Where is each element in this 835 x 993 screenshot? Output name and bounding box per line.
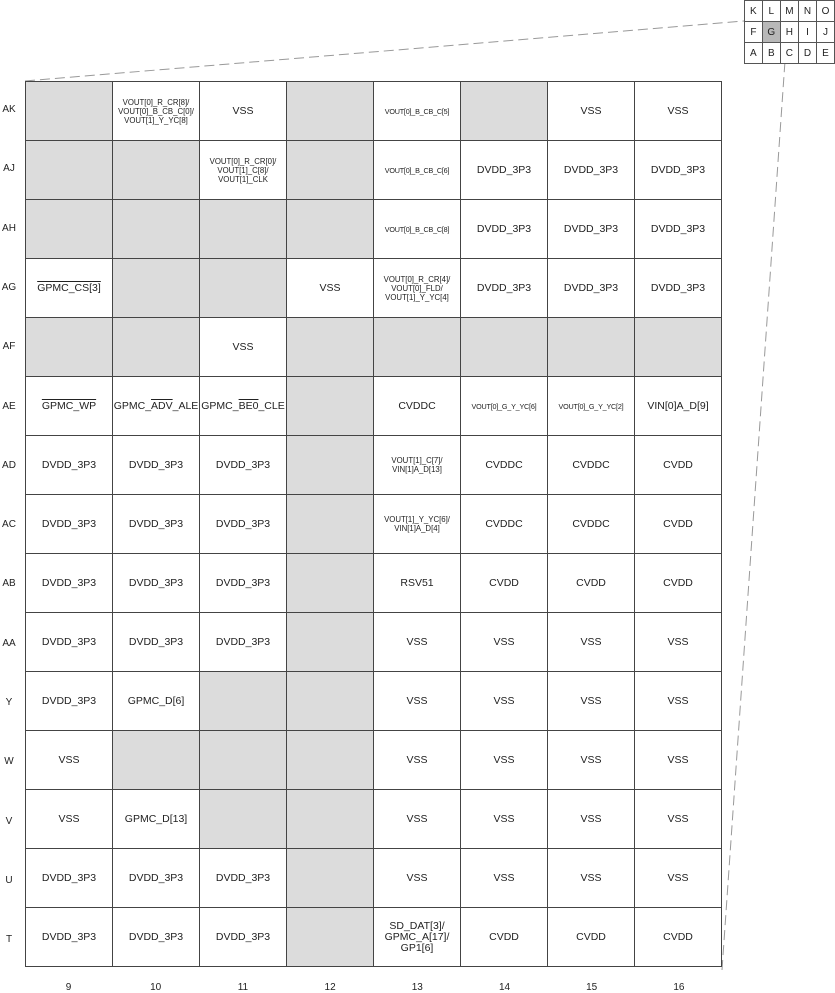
row-label: AC: [2, 519, 16, 531]
pin-cell-ac-10: DVDD_3P3: [113, 495, 200, 554]
pin-cell-ad-15: CVDDC: [548, 436, 635, 495]
pin-cell-ah-15: DVDD_3P3: [548, 200, 635, 259]
pin-cell-w-9: VSS: [26, 731, 113, 790]
row-label: T: [5, 934, 13, 946]
pin-cell-aj-11: VOUT[0]_R_CR[0]/ VOUT[1]_C[8]/ VOUT[1]_CLK: [200, 141, 287, 200]
column-label: 13: [411, 982, 423, 993]
key-map-cell: L: [762, 1, 780, 22]
pin-cell-ae-16: VIN[0]A_D[9]: [635, 377, 722, 436]
pin-cell-ab-13: RSV51: [374, 554, 461, 613]
pin-cell-u-12: [287, 849, 374, 908]
key-map-cell: H: [780, 22, 798, 43]
row-label: AK: [2, 104, 16, 115]
row-label: AG: [1, 281, 17, 293]
key-map-cell: B: [762, 43, 780, 64]
pin-cell-ag-10: [113, 259, 200, 318]
pin-cell-aj-12: [287, 141, 374, 200]
column-label: 11: [237, 982, 249, 993]
row-label: U: [5, 874, 13, 886]
pin-cell-af-12: [287, 318, 374, 377]
pin-cell-y-14: VSS: [461, 672, 548, 731]
pin-cell-y-10: GPMC_D[6]: [113, 672, 200, 731]
pin-cell-ak-9: [26, 82, 113, 141]
pin-cell-v-15: VSS: [548, 790, 635, 849]
key-map-cell: O: [816, 1, 834, 22]
row-label: AJ: [3, 163, 15, 175]
pin-cell-ab-12: [287, 554, 374, 613]
pin-cell-w-13: VSS: [374, 731, 461, 790]
key-map-cell: C: [780, 43, 798, 64]
pin-cell-u-13: VSS: [374, 849, 461, 908]
key-map-cell: M: [780, 1, 798, 22]
pin-cell-ad-11: DVDD_3P3: [200, 436, 287, 495]
ball-grid-table: [25, 81, 722, 967]
key-map-cell: K: [745, 1, 763, 22]
pin-cell-ag-15: DVDD_3P3: [548, 259, 635, 318]
pin-cell-ab-10: DVDD_3P3: [113, 554, 200, 613]
pin-cell-ak-14: [461, 82, 548, 141]
pin-cell-ac-13: VOUT[1]_Y_YC[6]/ VIN[1]A_D[4]: [374, 495, 461, 554]
pin-cell-u-10: DVDD_3P3: [113, 849, 200, 908]
pin-cell-af-15: [548, 318, 635, 377]
pin-cell-aa-10: DVDD_3P3: [113, 613, 200, 672]
pin-cell-aa-13: VSS: [374, 613, 461, 672]
pin-cell-ad-14: CVDDC: [461, 436, 548, 495]
pin-cell-af-13: [374, 318, 461, 377]
row-label: AB: [2, 578, 16, 590]
pin-cell-ak-13: VOUT[0]_B_CB_C[5]: [374, 82, 461, 141]
pin-cell-v-16: VSS: [635, 790, 722, 849]
row-label: Y: [5, 697, 13, 708]
pin-cell-ak-11: VSS: [200, 82, 287, 141]
pin-cell-t-15: CVDD: [548, 908, 635, 967]
pin-cell-ah-12: [287, 200, 374, 259]
row-label: AD: [2, 459, 16, 471]
pin-cell-v-9: VSS: [26, 790, 113, 849]
pin-cell-ag-16: DVDD_3P3: [635, 259, 722, 318]
pin-cell-aa-12: [287, 613, 374, 672]
column-label: 15: [586, 982, 598, 993]
pin-cell-t-9: DVDD_3P3: [26, 908, 113, 967]
column-label: 14: [498, 982, 511, 993]
pin-cell-w-12: [287, 731, 374, 790]
pin-cell-w-15: VSS: [548, 731, 635, 790]
pin-cell-ag-9: GPMC_CS[3]: [26, 259, 113, 318]
row-label: AF: [2, 341, 16, 353]
pin-cell-ab-14: CVDD: [461, 554, 548, 613]
pin-cell-ae-14: VOUT[0]_G_Y_YC[6]: [461, 377, 548, 436]
pin-cell-af-14: [461, 318, 548, 377]
pin-cell-v-14: VSS: [461, 790, 548, 849]
key-map-cell: F: [745, 22, 763, 43]
pin-cell-ab-11: DVDD_3P3: [200, 554, 287, 613]
pin-cell-aj-10: [113, 141, 200, 200]
pin-cell-ac-12: [287, 495, 374, 554]
pin-cell-ac-14: CVDDC: [461, 495, 548, 554]
pin-cell-ah-10: [113, 200, 200, 259]
column-label: 16: [673, 982, 685, 993]
pin-cell-y-9: DVDD_3P3: [26, 672, 113, 731]
pin-cell-ae-9: GPMC_WP: [26, 377, 113, 436]
pin-cell-ah-16: DVDD_3P3: [635, 200, 722, 259]
pin-cell-aa-16: VSS: [635, 613, 722, 672]
pin-cell-ae-13: CVDDC: [374, 377, 461, 436]
pin-cell-aj-16: DVDD_3P3: [635, 141, 722, 200]
pin-cell-ak-10: VOUT[0]_R_CR[8]/ VOUT[0]_B_CB_C[0]/ VOUT[1]_Y_YC[8]: [113, 82, 200, 141]
pin-cell-ad-10: DVDD_3P3: [113, 436, 200, 495]
pin-cell-ag-11: [200, 259, 287, 318]
pin-cell-aa-14: VSS: [461, 613, 548, 672]
pin-cell-w-14: VSS: [461, 731, 548, 790]
pin-cell-w-16: VSS: [635, 731, 722, 790]
pin-cell-af-11: VSS: [200, 318, 287, 377]
pin-cell-ab-16: CVDD: [635, 554, 722, 613]
pin-cell-af-9: [26, 318, 113, 377]
pin-cell-af-10: [113, 318, 200, 377]
pin-cell-ag-12: VSS: [287, 259, 374, 318]
pin-cell-u-14: VSS: [461, 849, 548, 908]
pin-cell-ad-12: [287, 436, 374, 495]
pin-cell-aa-11: DVDD_3P3: [200, 613, 287, 672]
key-map-cell: A: [745, 43, 763, 64]
pin-cell-aj-15: DVDD_3P3: [548, 141, 635, 200]
pin-cell-ac-9: DVDD_3P3: [26, 495, 113, 554]
pin-cell-v-11: [200, 790, 287, 849]
pin-cell-v-13: VSS: [374, 790, 461, 849]
key-map-cell: D: [799, 43, 817, 64]
column-label: 9: [65, 982, 72, 993]
pin-cell-u-16: VSS: [635, 849, 722, 908]
pin-cell-y-16: VSS: [635, 672, 722, 731]
pin-cell-v-10: GPMC_D[13]: [113, 790, 200, 849]
pin-cell-ae-15: VOUT[0]_G_Y_YC[2]: [548, 377, 635, 436]
pin-cell-ad-16: CVDD: [635, 436, 722, 495]
pin-cell-u-9: DVDD_3P3: [26, 849, 113, 908]
row-label: V: [5, 815, 13, 827]
pin-cell-t-10: DVDD_3P3: [113, 908, 200, 967]
pin-cell-t-14: CVDD: [461, 908, 548, 967]
pin-cell-ac-16: CVDD: [635, 495, 722, 554]
key-map-cell: N: [799, 1, 817, 22]
pin-cell-v-12: [287, 790, 374, 849]
pin-cell-t-16: CVDD: [635, 908, 722, 967]
key-map-cell: G: [762, 22, 780, 43]
pin-cell-ak-15: VSS: [548, 82, 635, 141]
pin-cell-t-12: [287, 908, 374, 967]
pin-cell-ad-9: DVDD_3P3: [26, 436, 113, 495]
pin-cell-ah-11: [200, 200, 287, 259]
pin-cell-ah-14: DVDD_3P3: [461, 200, 548, 259]
key-map-cell: J: [816, 22, 834, 43]
pin-cell-ae-11: GPMC_BE0_CLE: [200, 377, 287, 436]
column-label: 10: [150, 982, 162, 993]
row-label: AE: [2, 400, 16, 412]
pin-cell-y-11: [200, 672, 287, 731]
pin-cell-aa-9: DVDD_3P3: [26, 613, 113, 672]
row-label: W: [4, 756, 14, 768]
pin-cell-ah-9: [26, 200, 113, 259]
pin-cell-ak-16: VSS: [635, 82, 722, 141]
pin-cell-ab-15: CVDD: [548, 554, 635, 613]
row-label: AH: [2, 222, 16, 234]
pin-cell-u-15: VSS: [548, 849, 635, 908]
pin-cell-ac-11: DVDD_3P3: [200, 495, 287, 554]
pin-cell-aj-9: [26, 141, 113, 200]
pin-cell-ae-10: $GPMC\_\overline{ADV}\_ALE$: [113, 377, 200, 436]
column-label: 12: [324, 982, 336, 993]
pin-cell-ag-14: DVDD_3P3: [461, 259, 548, 318]
pin-cell-w-10: [113, 731, 200, 790]
pin-cell-t-13: SD_DAT[3]/ GPMC_A[17]/ GP1[6]: [374, 908, 461, 967]
pin-cell-aa-15: VSS: [548, 613, 635, 672]
pin-cell-w-11: [200, 731, 287, 790]
pin-cell-u-11: DVDD_3P3: [200, 849, 287, 908]
pin-cell-t-11: DVDD_3P3: [200, 908, 287, 967]
pin-cell-ae-12: [287, 377, 374, 436]
pin-cell-ag-13: VOUT[0]_R_CR[4]/ VOUT[0]_FLD/ VOUT[1]_Y_YC[4]: [374, 259, 461, 318]
pin-cell-y-12: [287, 672, 374, 731]
row-label: AA: [2, 637, 16, 649]
pin-cell-ac-15: CVDDC: [548, 495, 635, 554]
pin-cell-af-16: [635, 318, 722, 377]
key-map-cell: I: [799, 22, 817, 43]
pin-cell-y-13: VSS: [374, 672, 461, 731]
pin-cell-y-15: VSS: [548, 672, 635, 731]
pin-cell-aj-14: DVDD_3P3: [461, 141, 548, 200]
pin-cell-aj-13: VOUT[0]_B_CB_C[6]: [374, 141, 461, 200]
pin-cell-ah-13: VOUT[0]_B_CB_C[8]: [374, 200, 461, 259]
pin-cell-ab-9: DVDD_3P3: [26, 554, 113, 613]
key-map-cell: E: [816, 43, 834, 64]
pin-cell-ak-12: [287, 82, 374, 141]
pin-cell-ad-13: VOUT[1]_C[7]/ VIN[1]A_D[13]: [374, 436, 461, 495]
key-map: [744, 0, 835, 64]
